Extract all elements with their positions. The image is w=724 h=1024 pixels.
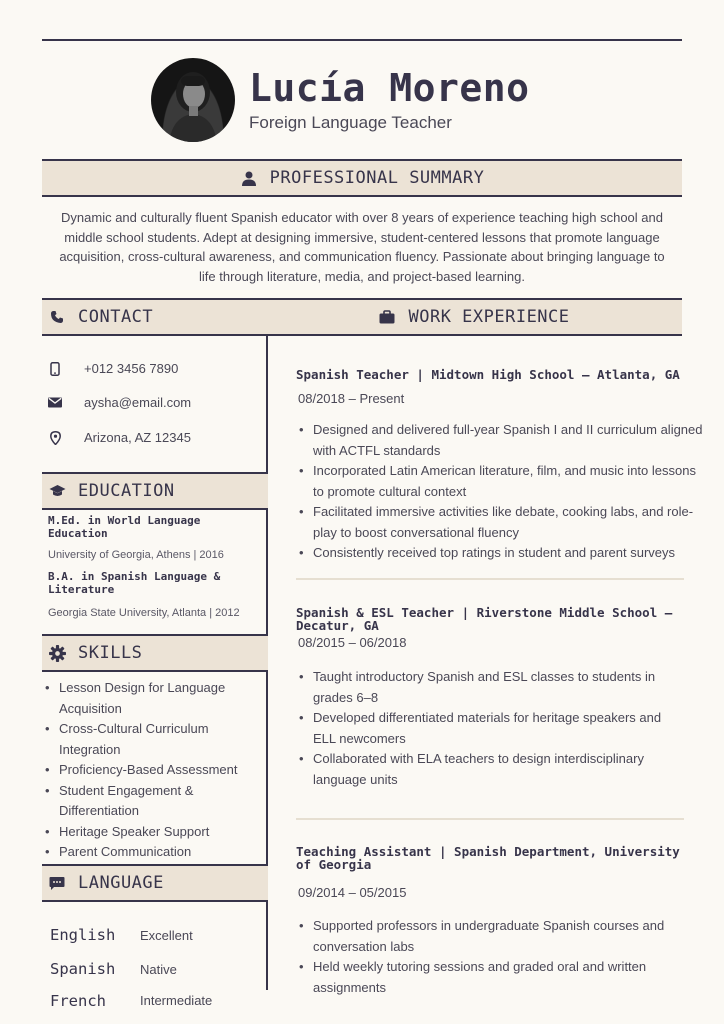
person-icon [240,169,258,187]
graduation-cap-icon [48,482,66,500]
contact-phone-row [48,361,178,376]
chat-bubble-icon [48,874,66,892]
job-dates: 09/2014 – 05/2015 [298,885,407,900]
job-bullets [297,667,687,790]
contact-location-row [48,430,191,445]
skill-item: • Parent Communication [43,842,265,863]
job-bullet: • Taught introductory Spanish and ESL classes to students in grades 6–8 [297,667,687,708]
skills-heading: SKILLS [78,643,143,663]
top-rule [42,39,682,41]
job-bullet: • Consistently received top ratings in student and parent surveys [297,543,707,564]
job-bullet: • Facilitated immersive activities like debate, cooking labs, and role-play to boost conversational fluency [297,502,707,543]
language-level: Intermediate [140,993,213,1008]
education-institution: University of Georgia, Athens | 2016 [48,549,224,561]
job-title: Spanish & ESL Teacher | Riverstone Middle School – Decatur, GA [296,605,673,633]
education-degree: B.A. in Spanish Language & Literature [48,570,221,596]
job-bullet: • Held weekly tutoring sessions and graded oral and written assignments [297,957,687,998]
job-bullets [297,916,687,998]
portrait-image [151,58,235,142]
job-title: Spanish Teacher | Midtown High School – Atlanta, GA [296,367,680,382]
language-name: French [50,992,106,1010]
language-heading-band [42,864,268,902]
experience-heading-band [266,298,682,336]
education-heading-band [42,472,268,510]
briefcase-icon [378,308,396,326]
language-level: Native [140,962,177,977]
language-heading: LANGUAGE [78,873,164,893]
job-dates: 08/2018 – Present [298,391,405,406]
contact-heading: CONTACT [78,307,154,327]
job-bullet: • Developed differentiated materials for heritage speakers and ELL newcomers [297,708,687,749]
summary-heading-band [42,159,682,197]
job-separator [296,578,684,580]
education-institution: Georgia State University, Atlanta | 2012 [48,607,240,619]
contact-email[interactable]: aysha@email.com [84,395,192,410]
education-heading: EDUCATION [78,481,175,501]
gear-icon [48,644,66,662]
job-title: Teaching Assistant | Spanish Department, University of Georgia [296,844,680,872]
job-bullet: • Supported professors in undergraduate Spanish courses and conversation labs [297,916,687,957]
phone-icon [48,308,66,326]
job-separator [296,818,684,820]
job-bullet: • Collaborated with ELA teachers to design interdisciplinary language units [297,749,687,790]
location-pin-icon [48,431,62,445]
skills-list [43,678,265,863]
skill-item: • Proficiency-Based Assessment [43,760,265,781]
language-name: English [50,926,116,944]
skills-heading-band [42,634,268,672]
contact-location: Arizona, AZ 12345 [84,430,191,445]
candidate-title: Foreign Language Teacher [249,113,452,132]
candidate-name: Lucía Moreno [249,66,530,110]
summary-text: Dynamic and culturally fluent Spanish educator with over 8 years of experience teaching high school and middle school students. Adept at designing immersive, student-centered lessons that promote language acquisition, cross-cultural awareness, and communication fluency. Passionate about bringing language to life through literature, media, and project-based learning. [59,210,665,284]
envelope-icon [48,396,62,410]
education-degree: M.Ed. in World Language Education [48,514,201,540]
contact-heading-band [42,298,268,336]
contact-phone[interactable]: +012 3456 7890 [84,361,179,376]
summary-heading: PROFESSIONAL SUMMARY [269,168,485,188]
language-level: Excellent [140,928,193,943]
skill-item: • Cross-Cultural Curriculum Integration [43,719,265,760]
skill-item: • Heritage Speaker Support [43,822,265,843]
job-bullet: • Designed and delivered full-year Spanish I and II curriculum aligned with ACTFL standards [297,420,707,461]
contact-email-row [48,395,191,410]
mobile-icon [48,362,62,376]
job-bullet: • Incorporated Latin American literature, film, and music into lessons to promote cultural context [297,461,707,502]
job-dates: 08/2015 – 06/2018 [298,635,407,650]
avatar [151,58,235,142]
skill-item: • Student Engagement & Differentiation [43,781,265,822]
experience-heading: WORK EXPERIENCE [408,307,570,327]
skill-item: • Lesson Design for Language Acquisition [43,678,265,719]
language-name: Spanish [50,960,116,978]
job-bullets [297,420,707,564]
